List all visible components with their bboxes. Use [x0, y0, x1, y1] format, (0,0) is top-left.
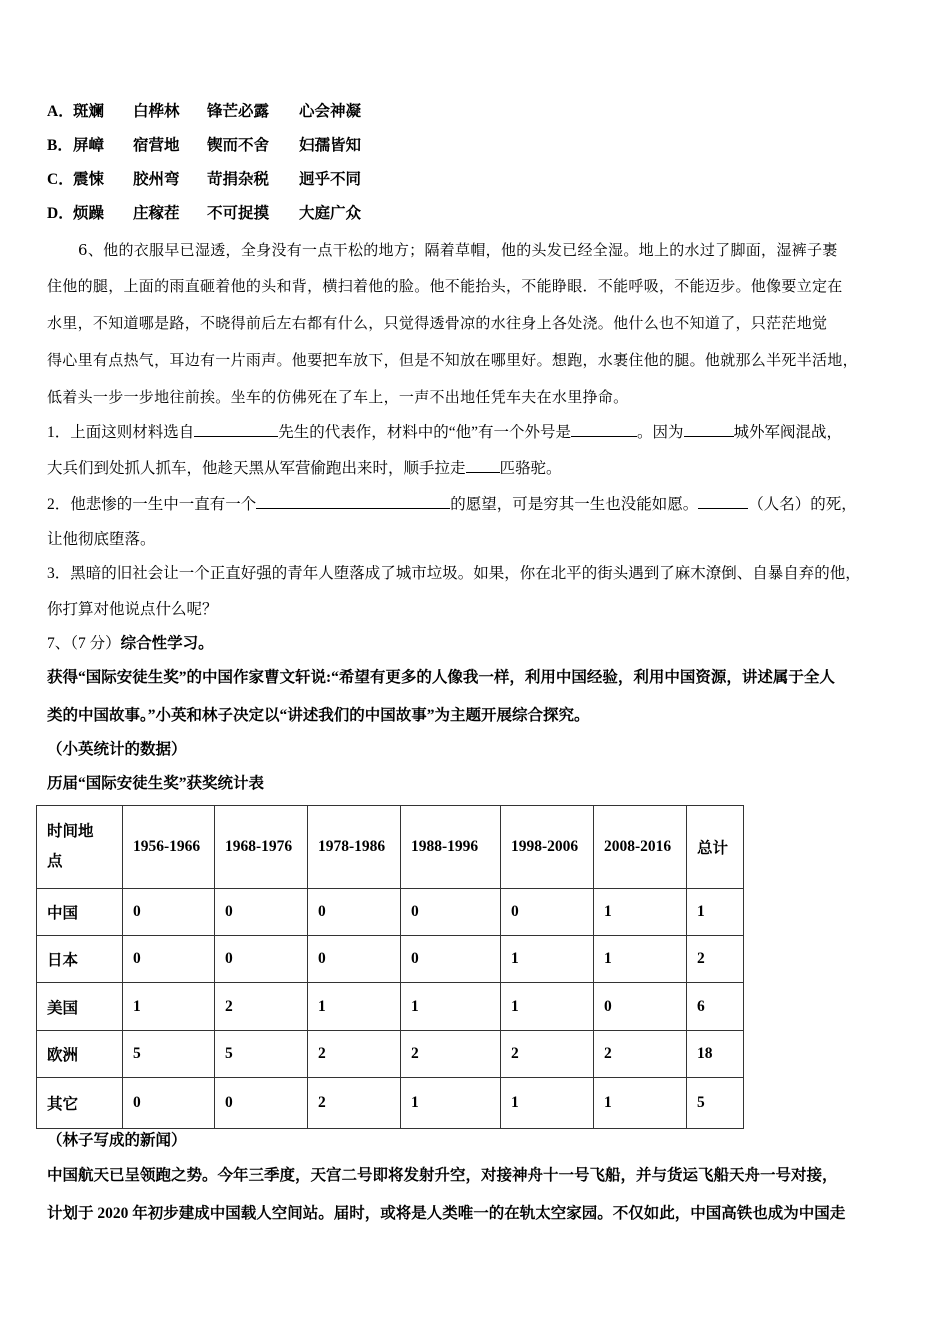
text: 1．上面这则材料选自: [47, 424, 195, 441]
option-word: 大庭广众: [299, 205, 362, 222]
data-label: （小英统计的数据）: [47, 741, 187, 758]
subquestion-1-line2: [47, 458, 562, 479]
header-cell: 1956-1966: [123, 806, 215, 889]
cell: 1: [401, 1078, 501, 1129]
table-header-row: [37, 806, 744, 889]
cell: 0: [308, 889, 401, 936]
passage-line: 低着头一步一步地往前挨。坐车的仿佛死在了车上，一声不出地任凭车夫在水里挣命。: [47, 388, 629, 406]
option-word: 锋芒必露: [207, 103, 270, 120]
corner-cell: [37, 806, 123, 889]
table-row: [37, 1031, 744, 1078]
answer-blank[interactable]: [571, 422, 637, 437]
subquestion-2: [47, 494, 857, 515]
cell: 1: [308, 983, 401, 1031]
intro-line: 获得“国际安徒生奖”的中国作家曹文轩说:“希望有更多的人像我一样，利用中国经验，利用中国资源，讲述属于全人: [47, 669, 835, 686]
cell: 5: [687, 1078, 744, 1129]
table-row: [37, 936, 744, 983]
table-row: [37, 1078, 744, 1129]
option-key: A．: [47, 103, 74, 120]
option-word: 宿营地: [133, 137, 180, 154]
cell: 2: [215, 983, 308, 1031]
cell: 1: [123, 983, 215, 1031]
header-cell: 1978-1986: [308, 806, 401, 889]
option-word: 妇孺皆知: [299, 137, 362, 154]
cell: 0: [215, 1078, 308, 1129]
cell: 1: [687, 889, 744, 936]
header-cell: 总计: [687, 806, 744, 889]
news-line: 计划于 2020 年初步建成中国载人空间站。届时，或将是人类唯一的在轨太空家园。不仅如此，中国高铁也成为中国走: [47, 1205, 846, 1222]
answer-blank[interactable]: [194, 422, 278, 437]
text: 2．他悲惨的一生中一直有一个: [47, 496, 257, 513]
text: 大兵们到处抓人抓车，他趁天黑从军营偷跑出来时，顺手拉走: [47, 460, 466, 477]
option-word: 锲而不舍: [207, 137, 270, 154]
passage-line: 水里，不知道哪是路，不晓得前后左右都有什么，只觉得透骨凉的水往身上各处浇。他什么也不知道了，只茫茫地觉: [47, 314, 828, 332]
text: 先生的代表作，材料中的“他”有一个外号是: [278, 424, 572, 441]
option-word: 庄稼茬: [133, 205, 180, 222]
option-word: 斑斓: [73, 103, 105, 120]
option-word: 震悚: [73, 171, 105, 188]
option-word: 胶州弯: [133, 171, 180, 188]
option-d: [47, 204, 361, 224]
cell: 5: [123, 1031, 215, 1078]
answer-blank[interactable]: [698, 494, 748, 509]
subquestion-2-line2: 让他彻底堕落。: [47, 531, 156, 548]
cell: 0: [594, 983, 687, 1031]
row-label: 中国: [37, 889, 123, 936]
option-word: 烦躁: [73, 205, 105, 222]
text: 城外军阀混战，: [733, 424, 843, 441]
news-line: 中国航天已呈领跑之势。今年三季度，天宫二号即将发射升空，对接神舟十一号飞船，并与货运飞船天舟一号对接，: [47, 1167, 838, 1184]
text: 的愿望，可是穷其一生也没能如愿。: [450, 496, 699, 513]
cell: 0: [215, 889, 308, 936]
cell: 1: [501, 936, 594, 983]
cell: 1: [401, 983, 501, 1031]
cell: 2: [594, 1031, 687, 1078]
cell: 1: [594, 889, 687, 936]
table-row: [37, 889, 744, 936]
option-key: C．: [47, 171, 74, 188]
cell: 2: [308, 1078, 401, 1129]
cell: 2: [501, 1031, 594, 1078]
passage-line: 6、他的衣服早已湿透，全身没有一点干松的地方；隔着草帽，他的头发已经全湿。地上的水过了脚面，湿裤子裹: [78, 241, 838, 259]
question-7-heading: [47, 634, 214, 654]
option-word: 心会神凝: [299, 103, 362, 120]
cell: 1: [594, 936, 687, 983]
option-word: 屏嶂: [73, 137, 105, 154]
passage-line: 住他的腿，上面的雨直砸着他的头和背，横扫着他的脸。他不能抬头，不能睁眼．不能呼吸，不能迈步。他像要立定在: [47, 277, 843, 295]
cell: 2: [687, 936, 744, 983]
header-cell: 1968-1976: [215, 806, 308, 889]
row-label: 美国: [37, 983, 123, 1031]
answer-blank[interactable]: [256, 494, 450, 509]
option-a: [47, 102, 361, 122]
cell: 0: [123, 936, 215, 983]
cell: 0: [123, 889, 215, 936]
text: （人名）的死，: [748, 496, 857, 513]
cell: 0: [501, 889, 594, 936]
cell: 1: [501, 983, 594, 1031]
question-title: 综合性学习。: [120, 635, 214, 652]
news-label: （林子写成的新闻）: [47, 1132, 187, 1149]
row-label: 日本: [37, 936, 123, 983]
option-word: 不可捉摸: [207, 205, 270, 222]
cell: 0: [401, 936, 501, 983]
option-word: 迥乎不同: [299, 171, 362, 188]
answer-blank[interactable]: [466, 458, 500, 473]
cell: 1: [594, 1078, 687, 1129]
text: 匹骆驼。: [499, 460, 562, 477]
question-number: 7、（7 分）: [47, 635, 121, 652]
intro-line: 类的中国故事。”小英和林子决定以“讲述我们的中国故事”为主题开展综合探究。: [47, 707, 590, 724]
answer-blank[interactable]: [684, 422, 734, 437]
cell: 0: [401, 889, 501, 936]
option-word: 苛捐杂税: [207, 171, 270, 188]
option-key: B．: [47, 137, 73, 154]
option-word: 白桦林: [133, 103, 180, 120]
row-label: 欧洲: [37, 1031, 123, 1078]
passage-line: 得心里有点热气，耳边有一片雨声。他要把车放下，但是不知放在哪里好。想跑，水裹住他的腿。他就那么半死半活地，: [47, 351, 858, 369]
header-cell: 2008-2016: [594, 806, 687, 889]
cell: 0: [123, 1078, 215, 1129]
header-cell: 1998-2006: [501, 806, 594, 889]
option-b: [47, 136, 361, 156]
option-c: [47, 170, 361, 190]
table-title: 历届“国际安徒生奖”获奖统计表: [47, 775, 265, 792]
option-key: D．: [47, 205, 74, 222]
cell: 5: [215, 1031, 308, 1078]
text: 点: [47, 853, 63, 870]
text: 时间地: [47, 823, 94, 840]
cell: 2: [401, 1031, 501, 1078]
subquestion-3-line2: 你打算对他说点什么呢？: [47, 601, 218, 618]
cell: 18: [687, 1031, 744, 1078]
text: 。因为: [637, 424, 684, 441]
table-row: [37, 983, 744, 1031]
cell: 6: [687, 983, 744, 1031]
row-label: 其它: [37, 1078, 123, 1129]
subquestion-1: [47, 422, 842, 443]
cell: 0: [308, 936, 401, 983]
cell: 2: [308, 1031, 401, 1078]
header-cell: 1988-1996: [401, 806, 501, 889]
cell: 1: [501, 1078, 594, 1129]
award-statistics-table: [36, 805, 744, 1129]
subquestion-3: 3．黑暗的旧社会让一个正直好强的青年人堕落成了城市垃圾。如果，你在北平的街头遇到了麻木潦倒、自暴自弃的他，: [47, 565, 861, 582]
cell: 0: [215, 936, 308, 983]
